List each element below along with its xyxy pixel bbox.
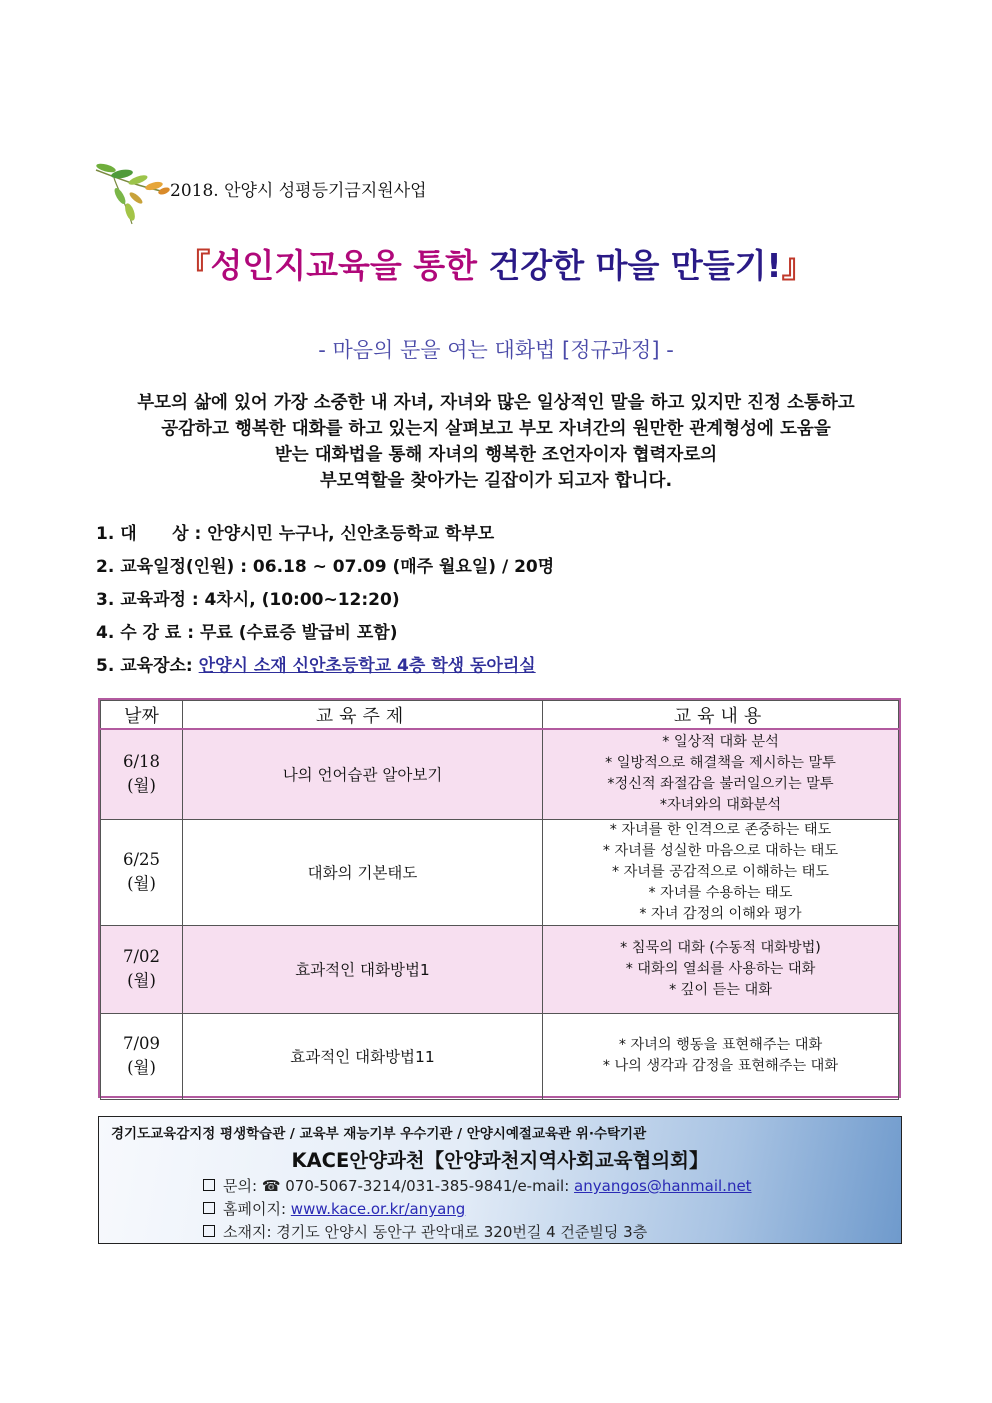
title-close-bracket: 』 — [781, 246, 815, 285]
row-date: 6/25 (월) — [101, 819, 183, 925]
detail-value: 안양시민 누구나, 신안초등학교 학부모 — [201, 524, 495, 544]
detail-num: 4. — [96, 623, 115, 643]
detail-label: 교육일정(인원) : — [120, 557, 248, 577]
intro-paragraph — [60, 390, 932, 494]
row-content: * 침묵의 대화 (수동적 대화방법) * 대화의 열쇠를 사용하는 대화 * 깊이 듣는 대화 — [543, 925, 899, 1013]
table-row — [101, 819, 899, 925]
detail-label: 수 강 료 : — [120, 623, 195, 643]
detail-num: 3. — [96, 590, 115, 610]
row-date: 6/18 (월) — [101, 729, 183, 819]
checkbox-bullet-icon — [203, 1225, 215, 1237]
row-content: * 일상적 대화 분석 * 일방적으로 해결책을 제시하는 말투 *정신적 좌절감을 불러일으키는 말투 *자녀와의 대화분석 — [543, 729, 899, 819]
main-title — [0, 240, 992, 287]
detail-value: 4차시, (10:00~12:20) — [198, 590, 400, 610]
header-content: 교육내용 — [543, 701, 899, 730]
table-row — [101, 729, 899, 819]
detail-num: 2. — [96, 557, 115, 577]
subtitle: - 마음의 문을 여는 대화법 [정규과정] - — [318, 338, 674, 362]
detail-item-fee — [96, 617, 554, 650]
title-part2: 건강한 마을 만들기! — [488, 246, 782, 285]
table-row — [101, 925, 899, 1013]
row-topic: 나의 언어습관 알아보기 — [183, 729, 543, 819]
row-content: * 자녀를 한 인격으로 존중하는 태도 * 자녀를 성실한 마음으로 대하는 태도 * 자녀를 공감적으로 이해하는 태도 * 자녀를 수용하는 태도 * 자녀 감정의 이해와 평가 — [543, 819, 899, 925]
detail-label: 대 상 : — [120, 524, 202, 544]
detail-value: 06.18 ~ 07.09 (매주 월요일) / 20명 — [247, 557, 555, 577]
schedule-table — [98, 698, 901, 1098]
table-header-row — [101, 701, 899, 730]
title-part1: 성인지교육을 통한 — [210, 246, 489, 285]
intro-line: 받는 대화법을 통해 자녀의 행복한 조언자이자 협력자로의 — [274, 445, 718, 465]
footer-homepage: 홈페이지: www.kace.or.kr/anyang — [203, 1198, 465, 1219]
detail-item-location — [96, 650, 554, 683]
footer-info-box — [98, 1116, 902, 1244]
detail-label: 교육과정 : — [120, 590, 199, 610]
checkbox-bullet-icon — [203, 1179, 215, 1191]
phone-icon: ☎ — [261, 1177, 281, 1195]
intro-line: 공감하고 행복한 대화를 하고 있는지 살펴보고 부모 자녀간의 원만한 관계형성에 도움을 — [161, 419, 831, 439]
checkbox-bullet-icon — [203, 1202, 215, 1214]
footer-address: 소재지: 경기도 안양시 동안구 관악대로 320번길 4 건준빌딩 3층 — [203, 1221, 647, 1242]
footer-org-name: KACE안양과천【안양과천지역사회교육협의회】 — [291, 1149, 709, 1172]
detail-label: 교육장소: — [120, 656, 193, 676]
detail-item-target — [96, 518, 554, 551]
row-content: * 자녀의 행동을 표현해주는 대화 * 나의 생각과 감정을 표현해주는 대화 — [543, 1013, 899, 1099]
header-topic: 교육주제 — [183, 701, 543, 730]
row-topic: 효과적인 대화방법11 — [183, 1013, 543, 1099]
detail-value: 무료 (수료증 발급비 포함) — [194, 623, 398, 643]
leaf-branch-icon — [92, 160, 172, 230]
details-list — [96, 518, 554, 683]
intro-line: 부모의 삶에 있어 가장 소중한 내 자녀, 자녀와 많은 일상적인 말을 하고 있지만 진정 소통하고 — [137, 393, 855, 413]
detail-num: 5. — [96, 656, 115, 676]
homepage-link[interactable]: www.kace.or.kr/anyang — [290, 1200, 466, 1218]
intro-line: 부모역할을 찾아가는 길잡이가 되고자 합니다. — [319, 471, 673, 491]
row-topic: 대화의 기본태도 — [183, 819, 543, 925]
email-link[interactable]: anyangos@hanmail.net — [574, 1177, 752, 1195]
footer-contact: 문의: ☎ 070-5067-3214/031-385-9841/e-mail: anyangos@hanmail.net — [203, 1175, 752, 1196]
row-date: 7/02 (월) — [101, 925, 183, 1013]
detail-item-course — [96, 584, 554, 617]
program-header — [92, 160, 692, 230]
footer-org-line: 경기도교육감지정 평생학습관 / 교육부 재능기부 우수기관 / 안양시예절교육관 위·수탁기관 — [111, 1126, 647, 1142]
detail-num: 1. — [96, 524, 115, 544]
location-value: 안양시 소재 신안초등학교 4층 학생 동아리실 — [198, 656, 536, 676]
title-open-bracket: 『 — [177, 246, 211, 285]
table-row — [101, 1013, 899, 1099]
header-date: 날짜 — [101, 701, 183, 730]
row-date: 7/09 (월) — [101, 1013, 183, 1099]
program-label: 2018. 안양시 성평등기금지원사업 — [170, 181, 427, 201]
row-topic: 효과적인 대화방법1 — [183, 925, 543, 1013]
detail-item-schedule — [96, 551, 554, 584]
